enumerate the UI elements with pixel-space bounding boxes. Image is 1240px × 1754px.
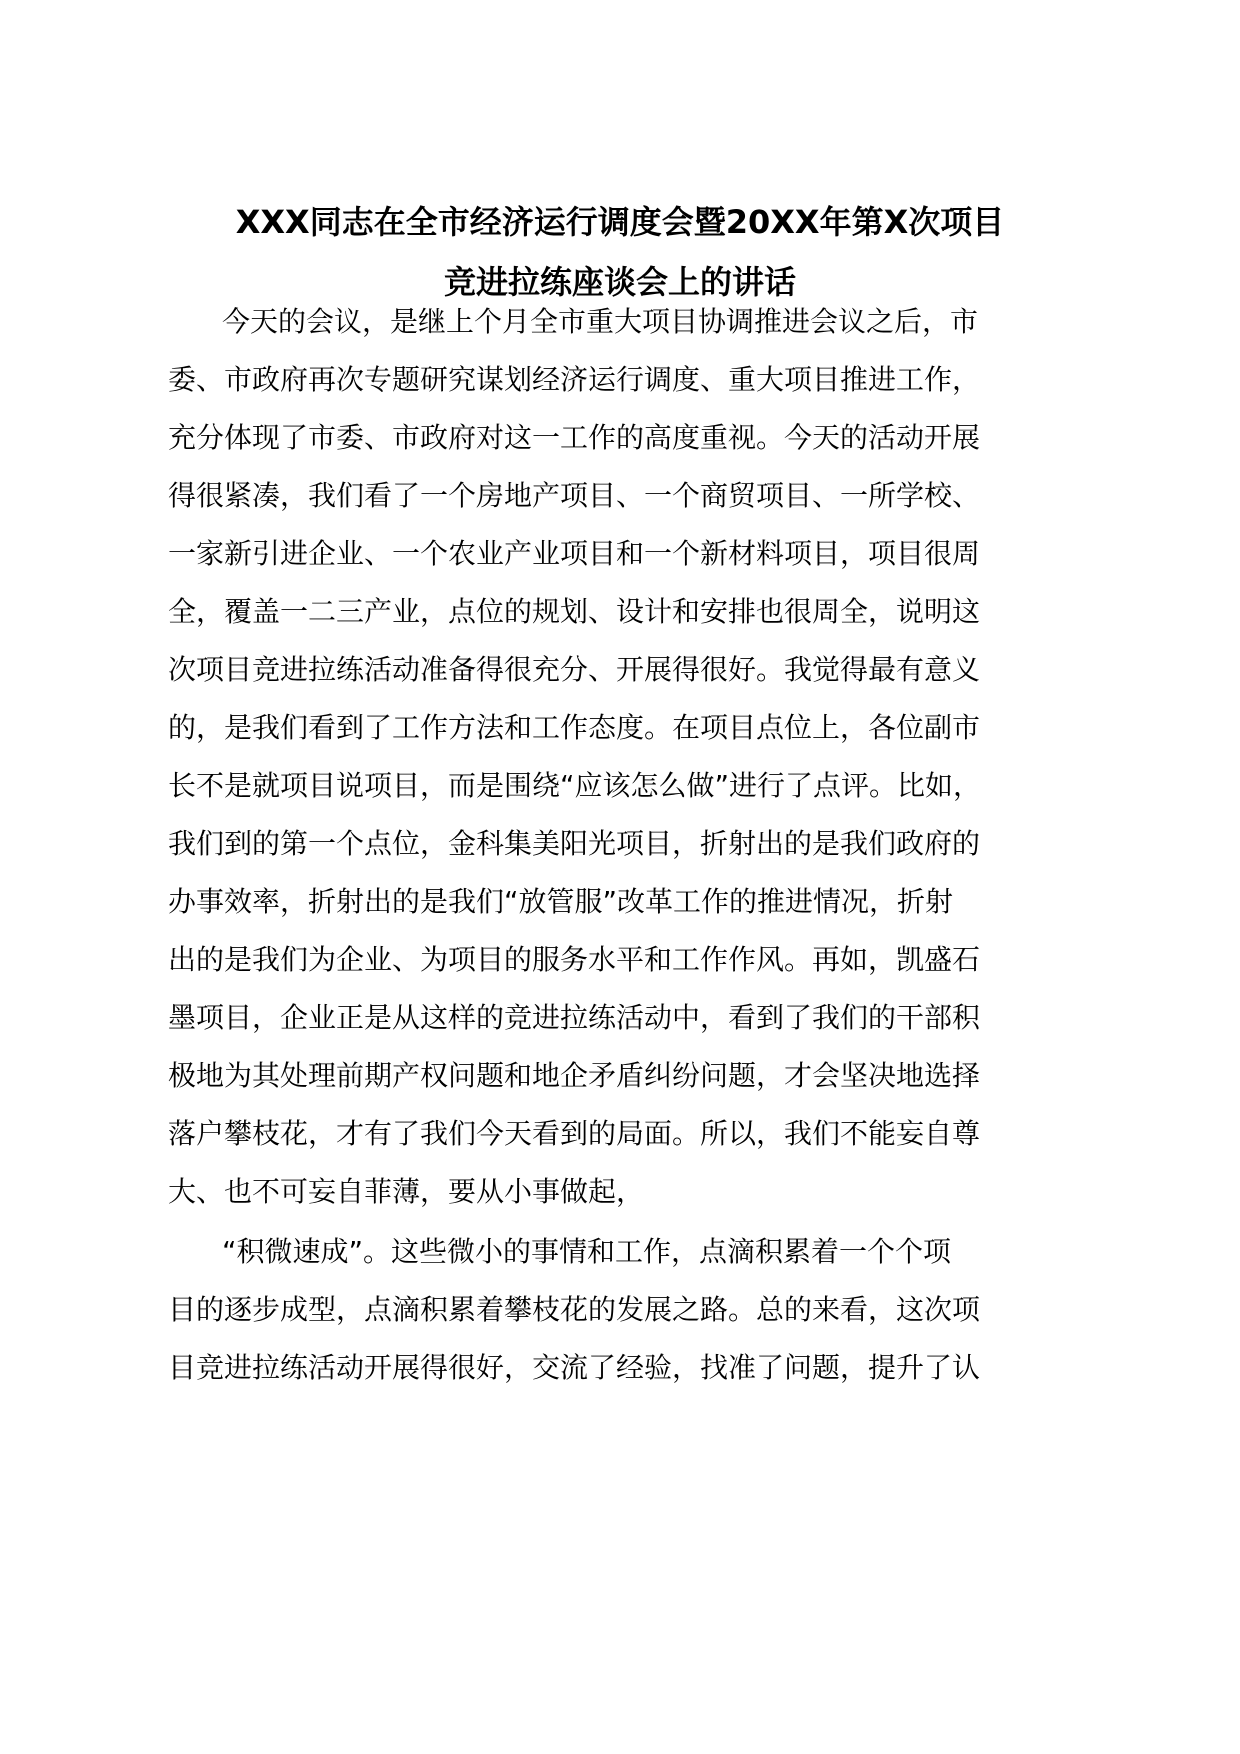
body-line: 目的逐步成型，点滴积累着攀枝花的发展之路。总的来看，这次项 [168,1293,981,1326]
body-line: 全，覆盖一二三产业，点位的规划、设计和安排也很周全，说明这 [168,595,981,628]
body-line: 极地为其处理前期产权问题和地企矛盾纠纷问题，才会坚决地选择 [168,1059,981,1092]
document-title-line-1: XXX同志在全市经济运行调度会暨20XX年第X次项目 [235,203,1005,241]
body-line: 我们到的第一个点位，金科集美阳光项目，折射出的是我们政府的 [168,827,981,860]
body-line: 墨项目，企业正是从这样的竞进拉练活动中，看到了我们的干部积 [168,1001,981,1034]
document-title-line-2: 竞进拉练座谈会上的讲话 [443,263,796,301]
body-line: 今天的会议，是继上个月全市重大项目协调推进会议之后，市 [222,305,979,338]
body-line: 目竞进拉练活动开展得很好，交流了经验，找准了问题，提升了认 [168,1351,981,1384]
body-line: 一家新引进企业、一个农业产业项目和一个新材料项目，项目很周 [168,537,981,570]
body-line: 委、市政府再次专题研究谋划经济运行调度、重大项目推进工作， [168,363,981,396]
body-line: 大、也不可妄自菲薄，要从小事做起， [168,1175,645,1208]
body-line: 的，是我们看到了工作方法和工作态度。在项目点位上，各位副市 [168,711,981,744]
body-line: 长不是就项目说项目，而是围绕“应该怎么做”进行了点评。比如， [168,769,982,802]
body-line: 得很紧凑，我们看了一个房地产项目、一个商贸项目、一所学校、 [168,479,981,512]
body-line: 出的是我们为企业、为项目的服务水平和工作作风。再如，凯盛石 [168,943,981,976]
body-line: “积微速成”。这些微小的事情和工作，点滴积累着一个个项 [222,1235,952,1268]
body-line: 次项目竞进拉练活动准备得很充分、开展得很好。我觉得最有意义 [168,653,981,686]
body-line: 办事效率，折射出的是我们“放管服”改革工作的推进情况，折射 [168,885,954,918]
body-line: 充分体现了市委、市政府对这一工作的高度重视。今天的活动开展 [168,421,981,454]
body-line: 落户攀枝花，才有了我们今天看到的局面。所以，我们不能妄自尊 [168,1117,981,1150]
